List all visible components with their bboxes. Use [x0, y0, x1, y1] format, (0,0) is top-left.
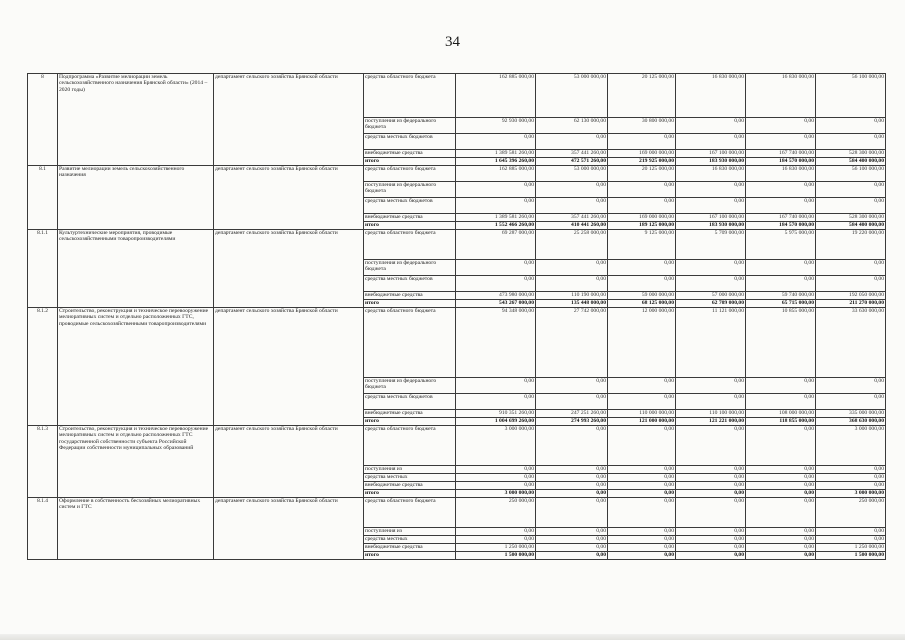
- amount-cell: 0,00: [608, 276, 676, 292]
- amount-cell: 0,00: [676, 498, 746, 528]
- amount-cell: 1 552 466 260,00: [456, 222, 536, 230]
- amount-cell: 0,00: [746, 260, 816, 276]
- amount-cell: 167 740 000,00: [746, 214, 816, 222]
- amount-cell: 0,00: [746, 528, 816, 536]
- amount-cell: 183 930 000,00: [676, 222, 746, 230]
- amount-cell: 335 000 000,00: [816, 410, 886, 418]
- funding-source-cell: средства областного бюджета: [364, 166, 456, 182]
- amount-cell: 192 050 000,00: [816, 292, 886, 300]
- amount-cell: 0,00: [608, 260, 676, 276]
- amount-cell: 0,00: [746, 536, 816, 544]
- amount-cell: 1 250 000,00: [456, 544, 536, 552]
- amount-cell: 0,00: [746, 394, 816, 410]
- funding-source-cell: итого: [364, 300, 456, 308]
- amount-cell: 69 287 000,00: [456, 230, 536, 260]
- table-row: [28, 74, 886, 118]
- amount-cell: 0,00: [608, 426, 676, 466]
- amount-cell: 0,00: [746, 426, 816, 466]
- amount-cell: 0,00: [676, 378, 746, 394]
- table-row: [28, 166, 886, 182]
- amount-cell: 0,00: [816, 394, 886, 410]
- amount-cell: 0,00: [746, 490, 816, 498]
- amount-cell: 0,00: [608, 198, 676, 214]
- amount-cell: 247 251 260,00: [536, 410, 608, 418]
- amount-cell: 357 441 260,00: [536, 150, 608, 158]
- amount-cell: 0,00: [676, 134, 746, 150]
- table-row: [28, 308, 886, 378]
- amount-cell: 368 630 000,00: [816, 418, 886, 426]
- funding-source-cell: средства местных: [364, 474, 456, 482]
- amount-cell: 0,00: [746, 474, 816, 482]
- amount-cell: 57 000 000,00: [676, 292, 746, 300]
- amount-cell: 121 221 000,00: [676, 418, 746, 426]
- amount-cell: 12 000 000,00: [608, 308, 676, 378]
- funding-source-cell: поступления из: [364, 528, 456, 536]
- amount-cell: 910 351 260,00: [456, 410, 536, 418]
- amount-cell: 0,00: [536, 276, 608, 292]
- row-code-cell: 8.1: [28, 166, 58, 230]
- amount-cell: 0,00: [456, 474, 536, 482]
- amount-cell: 0,00: [608, 498, 676, 528]
- amount-cell: 0,00: [816, 474, 886, 482]
- amount-cell: 33 630 000,00: [816, 308, 886, 378]
- amount-cell: 0,00: [536, 536, 608, 544]
- amount-cell: 65 715 000,00: [746, 300, 816, 308]
- amount-cell: 167 100 000,00: [676, 214, 746, 222]
- executor-cell: департамент сельского хозяйства Брянской области: [214, 426, 364, 498]
- amount-cell: 0,00: [816, 528, 886, 536]
- row-code-cell: 8.1.4: [28, 498, 58, 560]
- amount-cell: 0,00: [536, 490, 608, 498]
- amount-cell: 110 100 000,00: [676, 410, 746, 418]
- amount-cell: 10 855 000,00: [746, 308, 816, 378]
- amount-cell: 189 125 000,00: [608, 222, 676, 230]
- amount-cell: 11 121 000,00: [676, 308, 746, 378]
- amount-cell: 0,00: [456, 260, 536, 276]
- amount-cell: 274 993 260,00: [536, 418, 608, 426]
- table-row: [28, 230, 886, 260]
- amount-cell: 3 000 000,00: [816, 490, 886, 498]
- amount-cell: 410 441 260,00: [536, 222, 608, 230]
- amount-cell: 0,00: [536, 474, 608, 482]
- amount-cell: 0,00: [746, 378, 816, 394]
- funding-source-cell: итого: [364, 552, 456, 560]
- amount-cell: 162 885 000,00: [456, 166, 536, 182]
- amount-cell: 543 267 000,00: [456, 300, 536, 308]
- amount-cell: 528 300 000,00: [816, 214, 886, 222]
- funding-source-cell: итого: [364, 418, 456, 426]
- amount-cell: 0,00: [536, 498, 608, 528]
- amount-cell: 121 000 000,00: [608, 418, 676, 426]
- amount-cell: 169 000 000,00: [608, 150, 676, 158]
- funding-source-cell: внебюджетные средства: [364, 150, 456, 158]
- funding-source-cell: средства местных бюджетов: [364, 394, 456, 410]
- amount-cell: 0,00: [456, 276, 536, 292]
- amount-cell: 1 500 000,00: [456, 552, 536, 560]
- amount-cell: 0,00: [676, 536, 746, 544]
- amount-cell: 219 925 000,00: [608, 158, 676, 166]
- amount-cell: 0,00: [536, 182, 608, 198]
- activity-name-cell: Строительство, реконструкция и техническое перевооружение мелиоративных систем и отдельно расположенных ГТС государственной собственности субъекта Российской Федерации собственности муниципальных образований: [58, 426, 214, 498]
- amount-cell: 0,00: [456, 394, 536, 410]
- amount-cell: 0,00: [456, 198, 536, 214]
- amount-cell: 0,00: [746, 482, 816, 490]
- activity-name-cell: Развитие мелиорации земель сельскохозяйственного назначения: [58, 166, 214, 230]
- amount-cell: 62 130 000,00: [536, 118, 608, 134]
- amount-cell: 0,00: [816, 482, 886, 490]
- funding-source-cell: внебюджетные средства: [364, 544, 456, 552]
- amount-cell: 1 500 000,00: [816, 552, 886, 560]
- amount-cell: 108 000 000,00: [746, 410, 816, 418]
- funding-source-cell: внебюджетные средства: [364, 214, 456, 222]
- amount-cell: 1 250 000,00: [816, 544, 886, 552]
- amount-cell: 0,00: [608, 482, 676, 490]
- amount-cell: 0,00: [746, 544, 816, 552]
- amount-cell: 25 258 000,00: [536, 230, 608, 260]
- amount-cell: 0,00: [746, 118, 816, 134]
- amount-cell: 0,00: [676, 544, 746, 552]
- amount-cell: 0,00: [816, 198, 886, 214]
- amount-cell: 0,00: [676, 260, 746, 276]
- amount-cell: 1 389 581 260,00: [456, 214, 536, 222]
- funding-source-cell: средства местных: [364, 536, 456, 544]
- amount-cell: 0,00: [456, 466, 536, 474]
- amount-cell: 0,00: [816, 466, 886, 474]
- amount-cell: 169 000 000,00: [608, 214, 676, 222]
- executor-cell: департамент сельского хозяйства Брянской области: [214, 498, 364, 560]
- amount-cell: 16 830 000,00: [746, 166, 816, 182]
- amount-cell: 1 004 699 260,00: [456, 418, 536, 426]
- funding-source-cell: поступления из федерального бюджета: [364, 118, 456, 134]
- amount-cell: 0,00: [816, 536, 886, 544]
- amount-cell: 3 000 000,00: [816, 426, 886, 466]
- amount-cell: 211 270 000,00: [816, 300, 886, 308]
- funding-source-cell: поступления из федерального бюджета: [364, 182, 456, 198]
- amount-cell: 92 930 000,00: [456, 118, 536, 134]
- amount-cell: 0,00: [608, 536, 676, 544]
- amount-cell: 357 441 260,00: [536, 214, 608, 222]
- amount-cell: 0,00: [456, 134, 536, 150]
- amount-cell: 0,00: [536, 544, 608, 552]
- amount-cell: 16 830 000,00: [676, 166, 746, 182]
- amount-cell: 3 000 000,00: [456, 426, 536, 466]
- amount-cell: 53 000 000,00: [536, 74, 608, 118]
- amount-cell: 0,00: [536, 528, 608, 536]
- executor-cell: департамент сельского хозяйства Брянской области: [214, 74, 364, 166]
- amount-cell: 56 100 000,00: [816, 166, 886, 182]
- amount-cell: 0,00: [608, 134, 676, 150]
- amount-cell: 53 000 000,00: [536, 166, 608, 182]
- amount-cell: 9 125 000,00: [608, 230, 676, 260]
- amount-cell: 0,00: [608, 394, 676, 410]
- amount-cell: 16 830 000,00: [676, 74, 746, 118]
- amount-cell: 0,00: [676, 466, 746, 474]
- funding-source-cell: средства областного бюджета: [364, 230, 456, 260]
- amount-cell: 528 300 000,00: [816, 150, 886, 158]
- amount-cell: 0,00: [746, 198, 816, 214]
- amount-cell: 0,00: [536, 426, 608, 466]
- amount-cell: 0,00: [816, 276, 886, 292]
- page-number: 34: [445, 34, 460, 50]
- amount-cell: 0,00: [608, 544, 676, 552]
- amount-cell: 167 740 000,00: [746, 150, 816, 158]
- amount-cell: 0,00: [816, 260, 886, 276]
- amount-cell: 250 000,00: [816, 498, 886, 528]
- amount-cell: 0,00: [536, 134, 608, 150]
- amount-cell: 62 709 000,00: [676, 300, 746, 308]
- amount-cell: 0,00: [608, 182, 676, 198]
- row-code-cell: 8.1.3: [28, 426, 58, 498]
- funding-source-cell: внебюджетные средства: [364, 292, 456, 300]
- amount-cell: 0,00: [608, 552, 676, 560]
- amount-cell: 584 400 000,00: [816, 158, 886, 166]
- funding-source-cell: поступления из федерального бюджета: [364, 378, 456, 394]
- amount-cell: 0,00: [676, 474, 746, 482]
- amount-cell: 0,00: [746, 134, 816, 150]
- activity-name-cell: Культуртехнические мероприятия, проводимые сельскохозяйственными товаропроизводителями: [58, 230, 214, 308]
- funding-source-cell: внебюджетные средства: [364, 482, 456, 490]
- amount-cell: 0,00: [676, 482, 746, 490]
- amount-cell: 3 000 000,00: [456, 490, 536, 498]
- amount-cell: 0,00: [816, 134, 886, 150]
- funding-source-cell: средства местных бюджетов: [364, 134, 456, 150]
- amount-cell: 1 389 581 260,00: [456, 150, 536, 158]
- funding-source-cell: средства областного бюджета: [364, 308, 456, 378]
- amount-cell: 0,00: [608, 474, 676, 482]
- budget-table-body: [28, 74, 886, 560]
- amount-cell: 0,00: [676, 198, 746, 214]
- amount-cell: 0,00: [536, 482, 608, 490]
- amount-cell: 30 800 000,00: [608, 118, 676, 134]
- amount-cell: 94 348 000,00: [456, 308, 536, 378]
- amount-cell: 0,00: [456, 378, 536, 394]
- amount-cell: 472 571 260,00: [536, 158, 608, 166]
- row-code-cell: 8.1.2: [28, 308, 58, 426]
- amount-cell: 0,00: [456, 528, 536, 536]
- amount-cell: 1 645 396 260,00: [456, 158, 536, 166]
- activity-name-cell: Оформление в собственность бесхозяйных мелиоративных систем и ГТС: [58, 498, 214, 560]
- amount-cell: 0,00: [676, 552, 746, 560]
- executor-cell: департамент сельского хозяйства Брянской области: [214, 308, 364, 426]
- amount-cell: 0,00: [746, 498, 816, 528]
- amount-cell: 16 830 000,00: [746, 74, 816, 118]
- amount-cell: 0,00: [676, 426, 746, 466]
- amount-cell: 183 930 000,00: [676, 158, 746, 166]
- amount-cell: 473 980 000,00: [456, 292, 536, 300]
- amount-cell: 0,00: [536, 394, 608, 410]
- amount-cell: 110 190 000,00: [536, 292, 608, 300]
- row-code-cell: 8.1.1: [28, 230, 58, 308]
- amount-cell: 0,00: [676, 490, 746, 498]
- amount-cell: 118 855 000,00: [746, 418, 816, 426]
- amount-cell: 0,00: [536, 198, 608, 214]
- amount-cell: 0,00: [456, 536, 536, 544]
- funding-source-cell: средства местных бюджетов: [364, 198, 456, 214]
- amount-cell: 0,00: [536, 552, 608, 560]
- table-row: [28, 426, 886, 466]
- amount-cell: 0,00: [746, 466, 816, 474]
- amount-cell: 584 400 000,00: [816, 222, 886, 230]
- amount-cell: 0,00: [746, 552, 816, 560]
- amount-cell: 0,00: [608, 378, 676, 394]
- amount-cell: 19 220 000,00: [816, 230, 886, 260]
- funding-source-cell: итого: [364, 222, 456, 230]
- amount-cell: 20 125 000,00: [608, 74, 676, 118]
- funding-source-cell: поступления из федерального бюджета: [364, 260, 456, 276]
- executor-cell: департамент сельского хозяйства Брянской области: [214, 166, 364, 230]
- funding-source-cell: внебюджетные средства: [364, 410, 456, 418]
- table-row: [28, 498, 886, 528]
- amount-cell: 135 448 000,00: [536, 300, 608, 308]
- amount-cell: 20 125 000,00: [608, 166, 676, 182]
- amount-cell: 0,00: [746, 182, 816, 198]
- amount-cell: 59 000 000,00: [608, 292, 676, 300]
- amount-cell: 0,00: [816, 378, 886, 394]
- amount-cell: 27 742 000,00: [536, 308, 608, 378]
- funding-source-cell: итого: [364, 490, 456, 498]
- amount-cell: 250 000,00: [456, 498, 536, 528]
- amount-cell: 162 885 000,00: [456, 74, 536, 118]
- amount-cell: 0,00: [536, 260, 608, 276]
- budget-table: [27, 73, 886, 560]
- row-code-cell: 8: [28, 74, 58, 166]
- amount-cell: 0,00: [676, 276, 746, 292]
- amount-cell: 184 570 000,00: [746, 158, 816, 166]
- amount-cell: 0,00: [536, 466, 608, 474]
- amount-cell: 167 100 000,00: [676, 150, 746, 158]
- activity-name-cell: Строительство, реконструкция и техническое перевооружение мелиоративных систем и отдельно расположенных ГТС, проводимые сельскохозяйственными товаропроизводителями: [58, 308, 214, 426]
- amount-cell: 0,00: [608, 490, 676, 498]
- amount-cell: 0,00: [746, 276, 816, 292]
- amount-cell: 59 740 000,00: [746, 292, 816, 300]
- amount-cell: 0,00: [456, 182, 536, 198]
- funding-source-cell: средства областного бюджета: [364, 426, 456, 466]
- amount-cell: 56 100 000,00: [816, 74, 886, 118]
- amount-cell: 0,00: [676, 528, 746, 536]
- funding-source-cell: средства областного бюджета: [364, 498, 456, 528]
- funding-source-cell: средства областного бюджета: [364, 74, 456, 118]
- amount-cell: 110 000 000,00: [608, 410, 676, 418]
- amount-cell: 0,00: [456, 482, 536, 490]
- amount-cell: 0,00: [816, 118, 886, 134]
- amount-cell: 5 975 000,00: [746, 230, 816, 260]
- amount-cell: 0,00: [536, 378, 608, 394]
- executor-cell: департамент сельского хозяйства Брянской области: [214, 230, 364, 308]
- funding-source-cell: средства местных бюджетов: [364, 276, 456, 292]
- amount-cell: 68 125 000,00: [608, 300, 676, 308]
- amount-cell: 184 570 000,00: [746, 222, 816, 230]
- amount-cell: 0,00: [676, 118, 746, 134]
- amount-cell: 5 709 000,00: [676, 230, 746, 260]
- amount-cell: 0,00: [608, 466, 676, 474]
- amount-cell: 0,00: [676, 182, 746, 198]
- scan-bottom-edge: [0, 634, 905, 640]
- funding-source-cell: итого: [364, 158, 456, 166]
- amount-cell: 0,00: [816, 182, 886, 198]
- activity-name-cell: Подпрограмма «Развитие мелиорации земель сельскохозяйственного назначения Брянской области» (2014 – 2020 годы): [58, 74, 214, 166]
- amount-cell: 0,00: [608, 528, 676, 536]
- amount-cell: 0,00: [676, 394, 746, 410]
- funding-source-cell: поступления из: [364, 466, 456, 474]
